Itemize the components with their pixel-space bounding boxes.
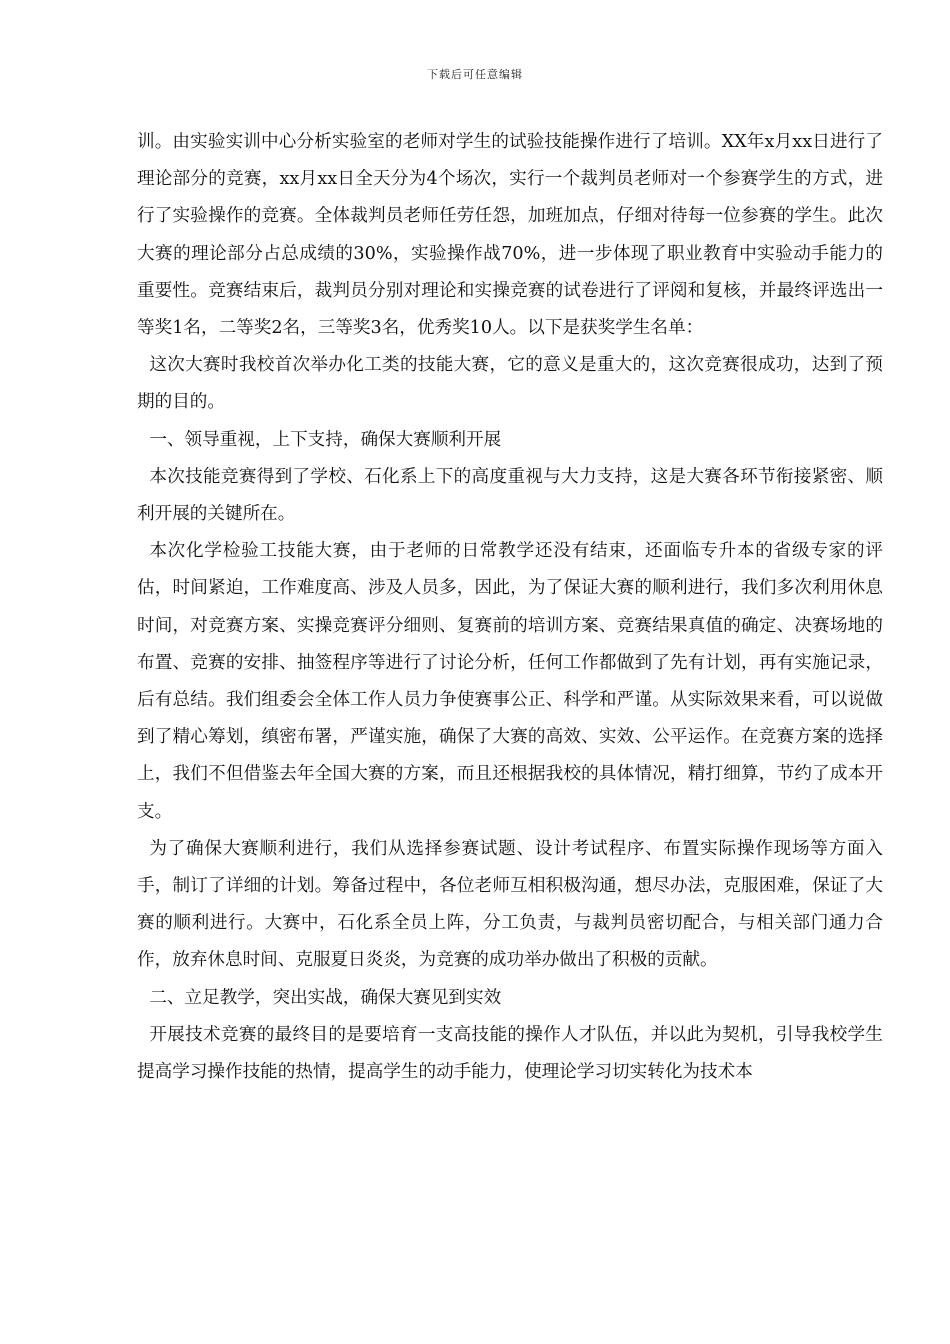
paragraph-preparation: 为了确保大赛顺利进行，我们从选择参赛试题、设计考试程序、布置实际操作现场等方面入手，制订了详细的计划。筹备过程中，各位老师互相积极沟通，想尽办法，克服困难，保证了大赛的顺利进行。大赛中，石化系全员上阵，分工负责，与裁判员密切配合，与相关部门通力合作，放弃休息时间、克服夏日炎炎，为竞赛的成功举办做出了积极的贡献。 <box>137 838 883 971</box>
paragraph-purpose: 开展技术竞赛的最终目的是要培育一支高技能的操作人才队伍，并以此为契机，引导我校学生提高学习操作技能的热情，提高学生的动手能力，使理论学习切实转化为技术本 <box>137 1024 883 1083</box>
paragraph-planning: 本次化学检验工技能大赛，由于老师的日常教学还没有结束，还面临专升本的省级专家的评估，时间紧迫，工作难度高、涉及人员多，因此，为了保证大赛的顺利进行，我们多次利用休息时间，对竞赛方案、实操竞赛评分细则、复赛前的培训方案、竞赛结果真值的确定、决赛场地的布置、竞赛的安排、抽签程序等进行了讨论分析，任何工作都做到了先有计划，再有实施记录，后有总结。我们组委会全体工作人员力争使赛事公正、科学和严谨。从实际效果来看，可以说做到了精心筹划，缜密布署，严谨实施，确保了大赛的高效、实效、公平运作。在竞赛方案的选择上，我们不但借鉴去年全国大赛的方案，而且还根据我校的具体情况，精打细算，节约了成本开支。 <box>137 541 883 822</box>
section-heading-2: 二、立足教学，突出实战，确保大赛见到实效 <box>149 987 502 1008</box>
paragraph-continuation: 训。由实验实训中心分析实验室的老师对学生的试验技能操作进行了培训。XX年x月xx日进行了理论部分的竞赛，xx月xx日全天分为4个场次，实行一个裁判员老师对一个参赛学生的方式，进行了实验操作的竞赛。全体裁判员老师任劳任怨，加班加点，仔细对待每一位参赛的学生。此次大赛的理论部分占总成绩的30%，实验操作战70%，进一步体现了职业教育中实验动手能力的重要性。竞赛结束后，裁判员分别对理论和实操竞赛的试卷进行了评阅和复核，并最终评选出一等奖1名，二等奖2名，三等奖3名，优秀奖10人。以下是获奖学生名单： <box>137 132 883 339</box>
paragraph-support: 本次技能竞赛得到了学校、石化系上下的高度重视与大力支持，这是大赛各环节衔接紧密、顺利开展的关键所在。 <box>137 466 883 525</box>
section-heading-1: 一、领导重视，上下支持，确保大赛顺利开展 <box>149 429 502 450</box>
page-header-note: 下载后可任意编辑 <box>427 68 523 81</box>
document-body <box>137 124 883 1091</box>
paragraph-significance: 这次大赛时我校首次举办化工类的技能大赛，它的意义是重大的，这次竞赛很成功，达到了预期的目的。 <box>137 355 883 413</box>
